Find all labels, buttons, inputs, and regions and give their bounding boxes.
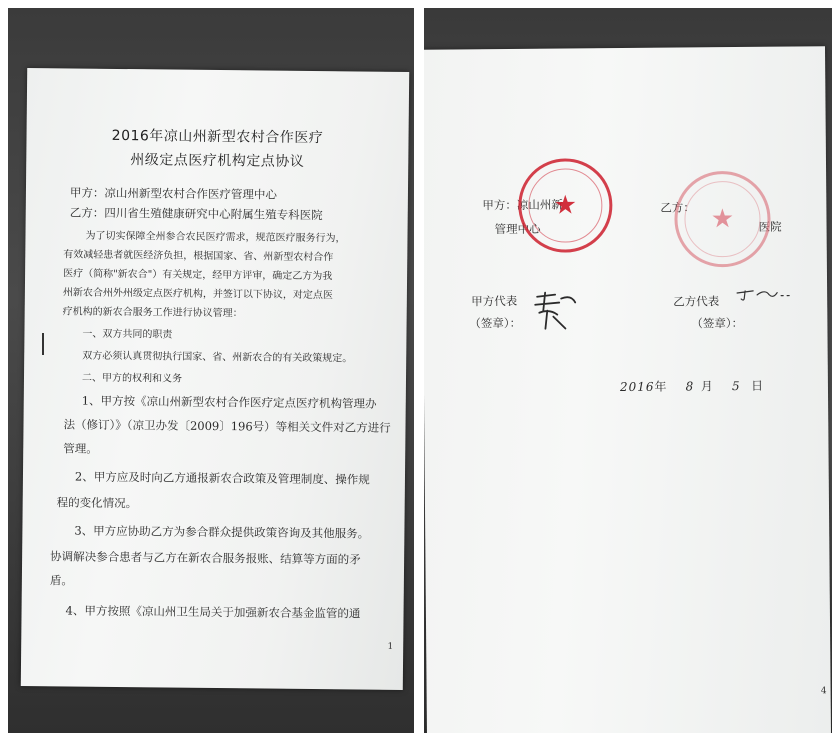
page-number: 4 <box>820 686 827 697</box>
document-title-line-1: 2016年凉山州新型农村合作医疗 <box>111 127 324 147</box>
margin-mark <box>42 333 44 355</box>
preamble-line: 为了切实保障全州参合农民医疗需求，规范医疗服务行为， <box>85 230 346 245</box>
party-b-faded-seal <box>674 171 771 268</box>
item-3-line: 3、甲方应协助乙方为参合群众提供政策咨询及其他服务。 <box>74 523 370 541</box>
party-a-label-2: 管理中心 <box>494 221 541 237</box>
date-year-handwritten: 2016 <box>619 379 655 395</box>
item-3-line: 协调解决参合患者与乙方在新农合服务报账、结算等方面的矛 <box>50 549 361 567</box>
agreement-page-1 <box>21 68 409 690</box>
preamble-line: 医疗（简称"新农合"）有关规定，经甲方评审，确定乙方为我 <box>63 268 333 283</box>
signing-date <box>620 377 763 395</box>
party-b-label: 乙方： <box>660 200 695 215</box>
party-a-line: 甲方：凉山州新型农村合作医疗管理中心 <box>69 185 278 202</box>
party-a-red-seal <box>518 158 613 253</box>
section-1-heading: 一、双方共同的职责 <box>82 328 173 341</box>
date-month-char: 月 <box>700 379 713 394</box>
rep-a-label: 甲方代表 <box>471 293 518 309</box>
party-b-line: 乙方：四川省生殖健康研究中心附属生殖专科医院 <box>69 205 323 223</box>
star-icon: ★ <box>553 190 578 221</box>
date-year-char: 年 <box>654 379 667 394</box>
item-2-line: 程的变化情况。 <box>56 495 138 511</box>
item-3-line: 盾。 <box>49 573 73 588</box>
section-2-heading: 二、甲方的权利和义务 <box>81 372 183 385</box>
preamble-line: 州新农合州外州级定点医疗机构，并签订以下协议，对定点医 <box>62 287 333 302</box>
item-1-line: 管理。 <box>63 441 98 456</box>
agreement-signature-page <box>424 46 831 733</box>
rep-a-sign-label: （签章）： <box>469 315 522 331</box>
item-4-line: 4、甲方按照《凉山州卫生局关于加强新农合基金监管的通 <box>65 603 361 621</box>
document-title-line-2: 州级定点医疗机构定点协议 <box>130 152 305 170</box>
item-1-line: 1、甲方按《凉山州新型农村合作医疗定点医疗机构管理办 <box>81 393 377 411</box>
date-day-char: 日 <box>750 378 764 393</box>
item-1-line: 法（修订）》（凉卫办发〔2009〕196号）等相关文件对乙方进行 <box>63 417 391 435</box>
party-b-handwritten-signature <box>735 287 795 304</box>
preamble-line: 疗机构的新农合服务工作进行协议管理： <box>62 306 243 320</box>
party-a-label: 甲方：凉山州新 <box>482 197 563 213</box>
date-day-handwritten: 5 <box>731 379 740 394</box>
section-1-text: 双方必须认真贯彻执行国家、省、州新农合的有关政策规定。 <box>82 350 353 365</box>
rep-b-sign-label: （签章）： <box>691 315 744 331</box>
page-number: 1 <box>387 641 394 652</box>
date-month-handwritten: 8 <box>685 379 694 394</box>
left-photo <box>8 8 414 733</box>
item-2-line: 2、甲方应及时向乙方通报新农合政策及管理制度、操作规 <box>74 469 370 487</box>
rep-b-label: 乙方代表 <box>673 294 720 309</box>
party-b-label-2: 医院 <box>758 219 782 234</box>
party-a-handwritten-signature <box>531 288 579 332</box>
right-photo <box>424 8 832 733</box>
star-icon: ★ <box>710 204 735 235</box>
preamble-line: 有效减轻患者就医经济负担，根据国家、省、州新型农村合作 <box>63 249 334 264</box>
